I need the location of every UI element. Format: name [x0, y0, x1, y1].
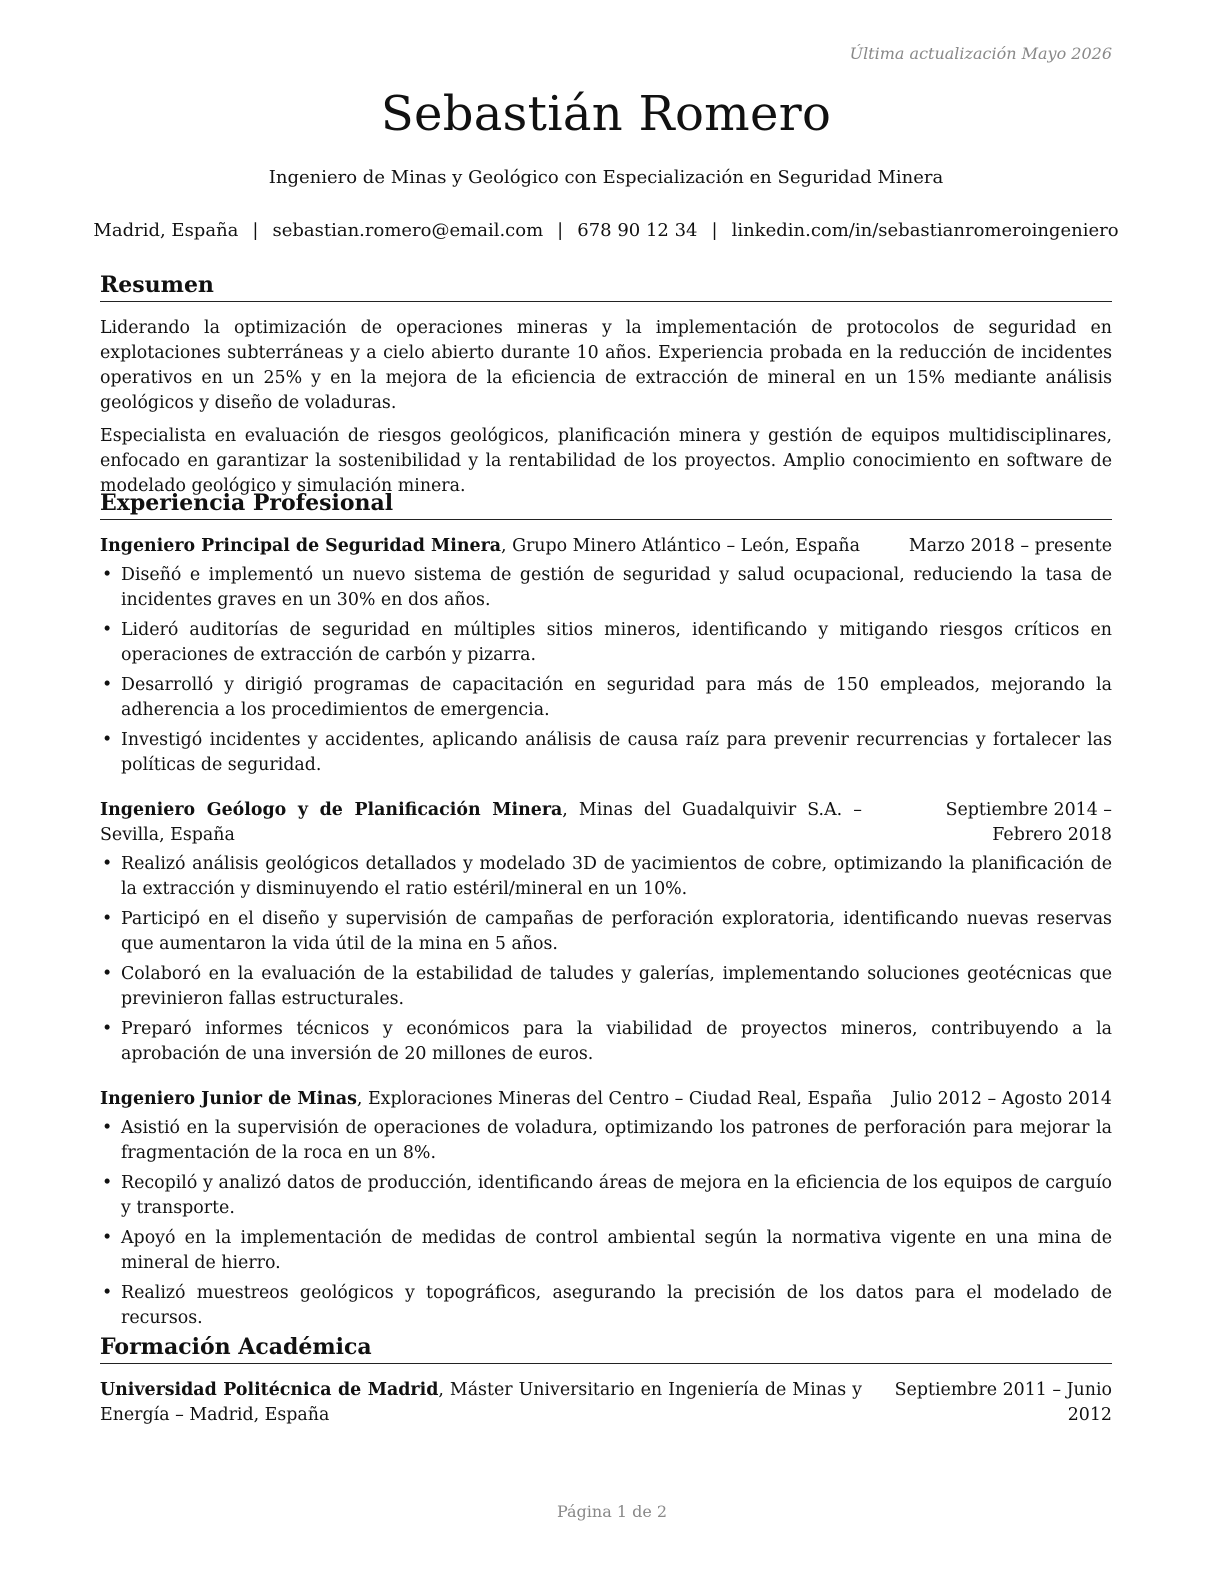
job-entry	[100, 798, 1112, 1067]
summary-paragraph: Liderando la optimización de operaciones mineras y la implementación de protocolos de seguridad en explotaciones subterráneas y a cielo abierto durante 10 años. Experiencia probada en la reducción de incidentes operativos en un 25% y en la mejora de la eficiencia de extracción de mineral en un 15% mediante análisis geológicos y diseño de voladuras.	[100, 318, 1112, 413]
contact-email[interactable]: sebastian.romero@email.com	[272, 220, 544, 241]
job-bullet: • Realizó análisis geológicos detallados y modelado 3D de yacimientos de cobre, optimizando la planificación de la extracción y disminuyendo el ratio estéril/mineral en un 10%.	[100, 852, 1112, 902]
job-bullet: • Desarrolló y dirigió programas de capacitación en seguridad para más de 150 empleados, mejorando la adherencia a los procedimientos de emergencia.	[100, 673, 1112, 723]
resume-page	[93, 0, 1119, 1584]
job-dates: Septiembre 2014 – Febrero 2018	[945, 800, 1112, 845]
job-entry	[100, 534, 1112, 778]
job-title: Ingeniero Junior de Minas	[100, 1089, 357, 1109]
section-heading-summary: Resumen	[100, 271, 1112, 302]
education-detail: , Máster Universitario en Ingeniería de Minas y Energía – Madrid, España	[100, 1380, 862, 1425]
job-bullet: • Investigó incidentes y accidentes, aplicando análisis de causa raíz para prevenir recurrencias y fortalecer las políticas de seguridad.	[100, 728, 1112, 778]
job-dates: Marzo 2018 – presente	[908, 536, 1112, 556]
candidate-name: Sebastián Romero	[380, 86, 832, 142]
candidate-headline: Ingeniero de Minas y Geológico con Especialización en Seguridad Minera	[268, 167, 944, 188]
job-bullets	[100, 852, 1112, 1067]
job-org: , Grupo Minero Atlántico – León, España	[501, 536, 860, 556]
job-bullet: • Diseñó e implementó un nuevo sistema de gestión de seguridad y salud ocupacional, reduciendo la tasa de incidentes graves en un 30% en dos años.	[100, 563, 1112, 613]
job-header	[100, 1087, 1112, 1112]
summary-section	[100, 271, 1112, 499]
experience-section	[100, 489, 1112, 1336]
education-institution: Universidad Politécnica de Madrid	[100, 1380, 439, 1400]
job-bullet: • Recopiló y analizó datos de producción, identificando áreas de mejora en la eficiencia de los equipos de carguío y transporte.	[100, 1171, 1112, 1221]
section-heading-experience: Experiencia Profesional	[100, 489, 1112, 520]
summary-paragraph: Especialista en evaluación de riesgos geológicos, planificación minera y gestión de equipos multidisciplinares, enfocado en garantizar la sostenibilidad y la rentabilidad de los proyectos. Amplio conocimiento en software de modelado geológico y simulación minera.	[100, 426, 1112, 496]
job-dates: Julio 2012 – Agosto 2014	[892, 1089, 1112, 1109]
contact-separator: |	[711, 220, 718, 241]
job-title: Ingeniero Geólogo y de Planificación Minera	[100, 800, 563, 820]
education-section	[100, 1333, 1112, 1428]
contact-separator: |	[557, 220, 564, 241]
job-header	[100, 798, 1112, 848]
contact-line	[86, 220, 1126, 241]
job-bullets	[100, 1116, 1112, 1331]
job-bullets	[100, 563, 1112, 778]
job-bullet: • Apoyó en la implementación de medidas de control ambiental según la normativa vigente en una mina de mineral de hierro.	[100, 1226, 1112, 1276]
job-bullet: • Colaboró en la evaluación de la estabilidad de taludes y galerías, implementando soluciones geotécnicas que previnieron fallas estructurales.	[100, 962, 1112, 1012]
section-heading-education: Formación Académica	[100, 1333, 1112, 1364]
last-updated: Última actualización Mayo 2026	[849, 44, 1112, 63]
education-entry	[100, 1378, 1112, 1428]
contact-separator: |	[252, 220, 259, 241]
job-org: , Exploraciones Mineras del Centro – Ciudad Real, España	[356, 1089, 873, 1109]
job-org: , Minas del Guadalquivir S.A. – Sevilla, España	[100, 800, 862, 845]
job-bullet: • Preparó informes técnicos y económicos para la viabilidad de proyectos mineros, contribuyendo a la aprobación de una inversión de 20 millones de euros.	[100, 1017, 1112, 1067]
education-dates: Septiembre 2011 – Junio 2012	[894, 1380, 1112, 1425]
contact-phone[interactable]: 678 90 12 34	[577, 220, 698, 241]
job-bullet: • Participó en el diseño y supervisión de campañas de perforación exploratoria, identificando nuevas reservas que aumentaron la vida útil de la mina en 5 años.	[100, 907, 1112, 957]
job-bullet: • Realizó muestreos geológicos y topográficos, asegurando la precisión de los datos para el modelado de recursos.	[100, 1281, 1112, 1331]
job-header	[100, 534, 1112, 559]
contact-linkedin[interactable]: linkedin.com/in/sebastianromeroingeniero	[731, 220, 1119, 241]
job-bullet: • Asistió en la supervisión de operaciones de voladura, optimizando los patrones de perforación para mejorar la fragmentación de la roca en un 8%.	[100, 1116, 1112, 1166]
page-number: Página 1 de 2	[556, 1502, 668, 1521]
contact-location: Madrid, España	[93, 220, 239, 241]
job-entry	[100, 1087, 1112, 1331]
job-bullet: • Lideró auditorías de seguridad en múltiples sitios mineros, identificando y mitigando riesgos críticos en operaciones de extracción de carbón y pizarra.	[100, 618, 1112, 668]
job-title: Ingeniero Principal de Seguridad Minera	[100, 536, 502, 556]
